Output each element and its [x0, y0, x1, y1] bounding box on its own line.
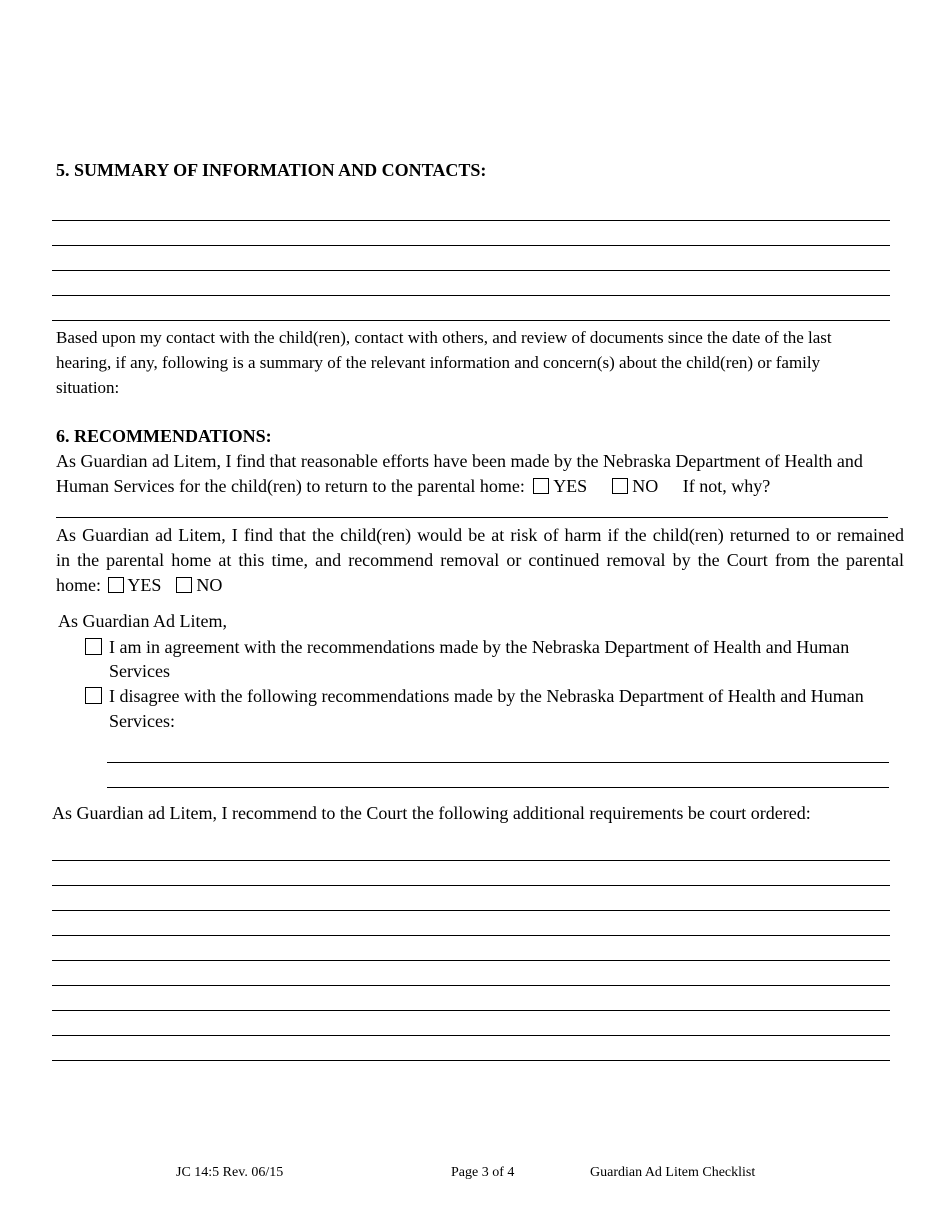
section-5-paragraph [56, 325, 906, 400]
yes-label: YES [553, 476, 588, 496]
footer-form-id: JC 14:5 Rev. 06/15 [176, 1165, 284, 1180]
answer-line[interactable] [52, 295, 890, 296]
additional-requirements-prompt: As Guardian ad Litem, I recommend to the Court the following additional requirements be court ordered: [52, 803, 811, 823]
answer-line[interactable] [52, 320, 890, 321]
answer-line[interactable] [52, 960, 890, 961]
agree-text-line1: I am in agreement with the recommendations made by the Nebraska Department of Health and Human [109, 637, 850, 657]
section-6-heading: 6. RECOMMENDATIONS: [56, 426, 272, 446]
section-5-heading: 5. SUMMARY OF INFORMATION AND CONTACTS: [56, 160, 487, 180]
answer-line[interactable] [52, 245, 890, 246]
agree-checkbox[interactable] [85, 638, 102, 655]
answer-line[interactable] [107, 762, 889, 763]
reasonable-efforts-question-line2 [56, 474, 770, 499]
paragraph-line: hearing, if any, following is a summary of the relevant information and concern(s) about the child(ren) or family [56, 353, 821, 372]
answer-line[interactable] [56, 517, 888, 518]
agree-text-line2: Services [109, 661, 170, 681]
answer-line[interactable] [107, 787, 889, 788]
home-label: home: [56, 575, 101, 595]
disagree-text-line2: Services: [109, 711, 175, 731]
disagree-checkbox[interactable] [85, 687, 102, 704]
reasonable-efforts-yes-checkbox[interactable] [533, 478, 549, 494]
reasonable-efforts-question-line1: As Guardian ad Litem, I find that reasonable efforts have been made by the Nebraska Department of Health and [56, 451, 863, 471]
paragraph-line: As Guardian ad Litem, I find that the child(ren) would be at risk of harm if the child(ren) returned to or remained [56, 525, 904, 545]
no-label: NO [196, 575, 223, 595]
if-not-why-label: If not, why? [682, 476, 771, 496]
answer-line[interactable] [52, 270, 890, 271]
no-label: NO [632, 476, 659, 496]
agreement-intro: As Guardian Ad Litem, [58, 611, 227, 631]
answer-line[interactable] [52, 910, 890, 911]
footer-title: Guardian Ad Litem Checklist [590, 1165, 756, 1180]
answer-line[interactable] [52, 1060, 890, 1061]
question-text: Human Services for the child(ren) to return to the parental home: [56, 476, 525, 496]
risk-of-harm-yes-checkbox[interactable] [108, 577, 124, 593]
answer-line[interactable] [52, 985, 890, 986]
paragraph-line: situation: [56, 378, 120, 397]
disagree-text-line1: I disagree with the following recommendations made by the Nebraska Department of Health and Human [109, 686, 864, 706]
risk-of-harm-no-checkbox[interactable] [176, 577, 192, 593]
answer-line[interactable] [52, 1035, 890, 1036]
risk-of-harm-answer-row [56, 573, 904, 598]
yes-label: YES [127, 575, 162, 595]
answer-line[interactable] [52, 885, 890, 886]
answer-line[interactable] [52, 935, 890, 936]
answer-line[interactable] [52, 860, 890, 861]
paragraph-line: in the parental home at this time, and recommend removal or continued removal by the Court from the parental [56, 550, 904, 570]
answer-line[interactable] [52, 1010, 890, 1011]
paragraph-line: Based upon my contact with the child(ren), contact with others, and review of documents since the date of the last [56, 328, 832, 347]
answer-line[interactable] [52, 220, 890, 221]
reasonable-efforts-no-checkbox[interactable] [612, 478, 628, 494]
risk-of-harm-question [56, 523, 904, 598]
footer-page-number: Page 3 of 4 [451, 1165, 515, 1180]
